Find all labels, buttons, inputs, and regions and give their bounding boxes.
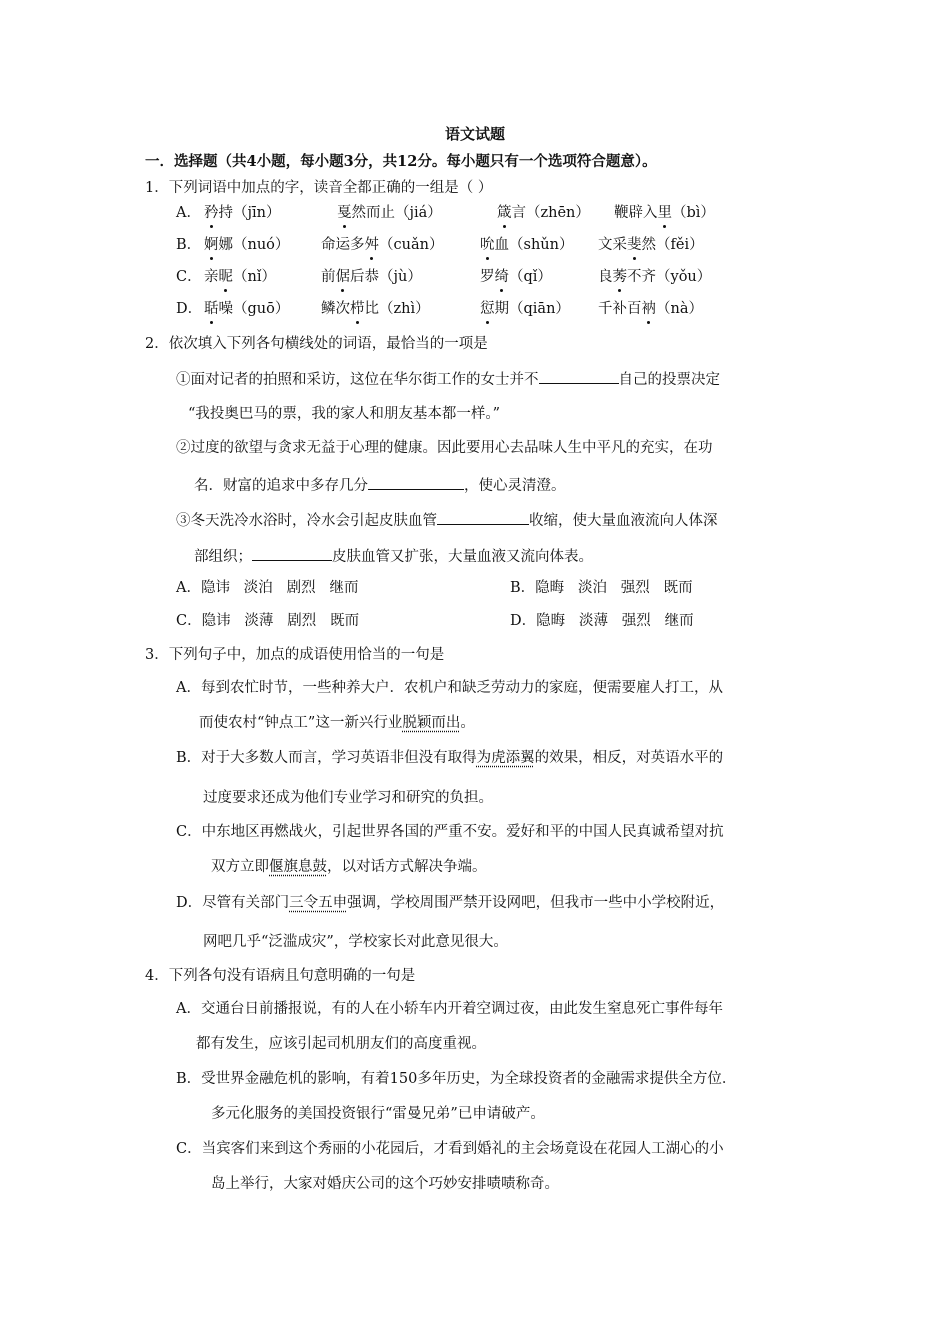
q3-option-d-cont: 网吧几乎“泛滥成灾”，学校家长对此意见很大。 — [203, 934, 508, 950]
text-segment: 言（zhēn） — [511, 205, 590, 221]
text-segment: 部组织； — [194, 549, 252, 565]
dotted-character: 愆 — [480, 301, 495, 317]
text-segment: 文采 — [598, 237, 627, 253]
dotted-character: 婀 — [204, 237, 219, 253]
text-segment: 收缩，使大量血液流向人体深 — [529, 513, 718, 529]
text-segment: 持（jīn） — [218, 205, 281, 221]
text-segment: （bì） — [672, 205, 715, 221]
q2-option-d: D．隐晦 淡薄 强烈 继而 — [510, 613, 694, 629]
dotted-idiom: 脱颖而出 — [402, 715, 461, 731]
text-segment: 然而止（jiá） — [351, 205, 442, 221]
q2-option-b: B．隐晦 淡泊 强烈 既而 — [510, 580, 693, 596]
q2-sentence-2: ②过度的欲望与贪求无益于心理的健康。因此要用心去品味人生中平凡的充实，在功 — [176, 440, 713, 456]
text-segment: 罗 — [480, 269, 495, 285]
q3-option-a-cont — [199, 713, 475, 733]
q4-stem: 4．下列各句没有语病且句意明确的一句是 — [145, 968, 416, 984]
q3-option-d — [176, 893, 724, 913]
dotted-character: 戛 — [337, 205, 352, 221]
dotted-idiom: 为虎添翼 — [476, 750, 535, 766]
text-segment: C． — [176, 269, 202, 285]
text-segment: ，以对话方式解决争端。 — [327, 859, 487, 875]
page-title: 语文试题 — [444, 125, 505, 143]
answer-blank — [368, 474, 464, 490]
section-heading: 一．选择题（共4小题，每小题3分，共12分。每小题只有一个选项符合题意）。 — [145, 153, 657, 170]
dotted-character: 昵 — [218, 269, 233, 285]
text-segment: 娜（nuó） — [218, 237, 290, 253]
text-segment: 期（qiān） — [494, 301, 570, 317]
text-segment: 良 — [598, 269, 613, 285]
q3-option-c: C．中东地区再燃战火，引起世界各国的严重不安。爱好和平的中国人民真诚希望对抗 — [176, 824, 724, 840]
q1-stem: 1．下列词语中加点的字，读音全都正确的一组是（ ） — [145, 180, 493, 196]
q1-option-a — [0, 203, 950, 227]
dotted-character: 衲 — [641, 301, 656, 317]
dotted-character: 聒 — [204, 301, 219, 317]
dotted-character: 斐 — [627, 237, 642, 253]
text-segment: 不齐（yǒu） — [627, 269, 712, 285]
text-segment: 比（zhì） — [364, 301, 430, 317]
q4-option-c: C．当宾客们来到这个秀丽的小花园后，才看到婚礼的主会场竟设在花园人工湖心的小 — [176, 1141, 724, 1157]
dotted-character: 绮 — [494, 269, 509, 285]
q1-option-d — [0, 299, 950, 323]
q4-option-a: A．交通台日前播报说，有的人在小轿车内开着空调过夜，由此发生窒息死亡事件每年 — [176, 1001, 723, 1017]
q2-sentence-2-cont — [194, 474, 566, 496]
text-segment: ①面对记者的拍照和采访，这位在华尔街工作的女士并不 — [176, 372, 539, 388]
text-segment: 亲 — [204, 269, 219, 285]
text-segment: 千补百 — [598, 301, 642, 317]
text-segment: ③冬天洗冷水浴时，冷水会引起皮肤血管 — [176, 513, 437, 529]
text-segment: （nǐ） — [233, 269, 276, 285]
q3-option-b — [176, 748, 723, 768]
text-segment: 前 — [321, 269, 336, 285]
q4-option-b-cont: 多元化服务的美国投资银行“雷曼兄弟”已申请破产。 — [211, 1106, 545, 1122]
dotted-character: 栉 — [350, 301, 365, 317]
text-segment: 自己的投票决定 — [618, 372, 720, 388]
text-segment: ，使心灵清澄。 — [464, 478, 566, 494]
q1-option-c — [0, 267, 950, 291]
text-segment: D． — [176, 301, 203, 317]
text-segment: A． — [176, 205, 201, 221]
text-segment: 而使农村“钟点工”这一新兴行业 — [199, 715, 403, 731]
text-segment: 后恭（jù） — [350, 269, 422, 285]
answer-blank — [539, 368, 619, 384]
text-segment: 鳞次 — [321, 301, 350, 317]
dotted-character: 箴 — [497, 205, 512, 221]
text-segment: 强调，学校周围严禁开设网吧，但我市一些中小学校附近， — [347, 895, 725, 911]
q3-option-c-cont — [211, 857, 487, 877]
q4-option-b: B．受世界金融危机的影响，有着150多年历史，为全球投资者的金融需求提供全方位． — [176, 1071, 737, 1087]
dotted-character: 倨 — [335, 269, 350, 285]
q2-sentence-1 — [176, 368, 720, 390]
text-segment: 血（shǔn） — [494, 237, 574, 253]
dotted-character: 莠 — [612, 269, 627, 285]
q3-stem: 3．下列句子中，加点的成语使用恰当的一句是 — [145, 647, 445, 663]
q3-option-b-cont: 过度要求还成为他们专业学习和研究的负担。 — [203, 790, 493, 806]
q3-option-a: A．每到农忙时节，一些种养大户．农机户和缺乏劳动力的家庭，便需要雇人打工，从 — [176, 680, 723, 696]
text-segment: 然（fěi） — [641, 237, 704, 253]
answer-blank — [437, 509, 529, 525]
text-segment: 鞭辟入 — [614, 205, 658, 221]
text-segment: （nà） — [656, 301, 703, 317]
q2-option-c: C．隐讳 淡薄 剧烈 既而 — [176, 613, 360, 629]
text-segment: （cuǎn） — [379, 237, 444, 253]
text-segment: 。 — [460, 715, 475, 731]
dotted-character: 里 — [657, 205, 672, 221]
dotted-character: 矜 — [204, 205, 219, 221]
text-segment: 的效果，相反，对英语水平的 — [534, 750, 724, 766]
answer-blank — [252, 545, 332, 561]
dotted-character: 吮 — [480, 237, 495, 253]
text-segment: 名．财富的追求中多存几分 — [194, 478, 368, 494]
q2-stem: 2．依次填入下列各句横线处的词语，最恰当的一项是 — [145, 336, 488, 352]
dotted-character: 舛 — [364, 237, 379, 253]
text-segment: D．尽管有关部门 — [176, 895, 290, 911]
q2-sentence-1-cont: “我投奥巴马的票，我的家人和朋友基本都一样。” — [188, 406, 501, 422]
q2-sentence-3-cont — [194, 545, 593, 567]
text-segment: （qǐ） — [509, 269, 552, 285]
text-segment: 噪（guō） — [218, 301, 290, 317]
text-segment: 皮肤血管又扩张，大量血液又流向体表。 — [332, 549, 593, 565]
q2-option-a: A．隐讳 淡泊 剧烈 继而 — [176, 580, 359, 596]
q1-option-b — [0, 235, 950, 259]
text-segment: 命运多 — [321, 237, 365, 253]
dotted-idiom: 三令五申 — [289, 895, 348, 911]
text-segment: B． — [176, 237, 202, 253]
text-segment: 双方立即 — [211, 859, 269, 875]
q4-option-a-cont: 都有发生，应该引起司机朋友们的高度重视。 — [196, 1036, 486, 1052]
dotted-idiom: 偃旗息鼓 — [269, 859, 327, 875]
text-segment: B．对于大多数人而言，学习英语非但没有取得 — [176, 750, 477, 766]
q2-sentence-3 — [176, 509, 718, 531]
q4-option-c-cont: 岛上举行，大家对婚庆公司的这个巧妙安排啧啧称奇。 — [211, 1176, 559, 1192]
